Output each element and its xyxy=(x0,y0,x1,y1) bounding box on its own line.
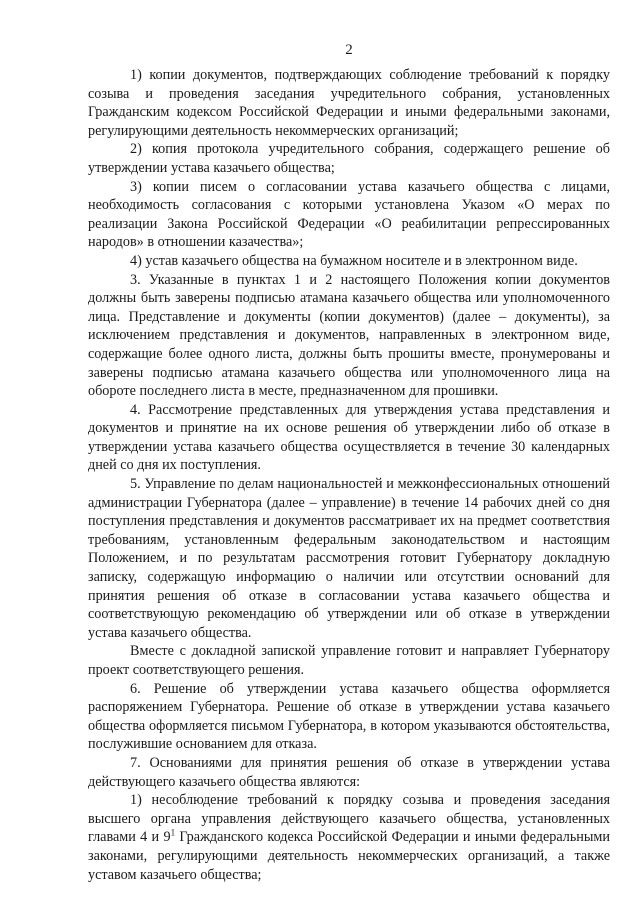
document-page xyxy=(88,40,610,884)
paragraph-section-5: 5. Управление по делам национальностей и межконфессиональных отношений администрации Губернатора (далее – управление) в течение 14 рабочих дней со дня поступления представления и документов рассматривает их на предмет соответствия требованиям, установленным федеральным законодательством и настоящим Положением, и по результатам рассмотрения готовит Губернатору докладную записку, содержащую информацию о наличии или отсутствии оснований для принятия решения об отказе в согласовании устава казачьего общества и соответствующую рекомендацию об утверждении или об отказе в утверждении устава казачьего общества. xyxy=(88,476,610,641)
paragraph-text-start: 1) несоблюдение требований к порядку созыва и проведения заседания высшего органа управления действующего казачьего общества, установленных главами 4 и 9 xyxy=(88,792,610,846)
paragraph-section-6: 6. Решение об утверждении устава казачьего общества оформляется распоряжением Губернатора. Решение об отказе в утверждении устава казачьего общества оформляется письмом Губернатора, в котором указываются обстоятельства, послужившие основанием для отказа. xyxy=(88,680,610,753)
paragraph-section-3: 3. Указанные в пунктах 1 и 2 настоящего Положения копии документов должны быть заверены подписью атамана казачьего общества или уполномоченного лица. Представление и документы (копии документов) (далее – документы), за исключением представления и документов, направленных в электронном виде, содержащие более одного листа, должны быть прошиты вместе, пронумерованы и заверены подписью атамана казачьего общества или уполномоченного лица на обороте последнего листа в месте, предназначенном для прошивки. xyxy=(88,271,610,400)
paragraph-section-7-item-1 xyxy=(88,791,610,884)
paragraph-item-2-protocol: 2) копия протокола учредительного собрания, содержащего решение об утверждении устава казачьего общества; xyxy=(88,141,610,176)
page-number: 2 xyxy=(345,42,353,58)
paragraph-section-4: 4. Рассмотрение представленных для утверждения устава представления и документов и принятие на их основе решения об утверждении либо об отказе в утверждении устава казачьего общества осуществляется в течение 30 календарных дней со дня их поступления. xyxy=(88,401,610,474)
paragraph-text-end: Гражданского кодекса Российской Федерации и иными федеральными законами, регулирующими деятельность некоммерческих организаций, а также уставом казачьего общества; xyxy=(88,829,610,883)
paragraph-item-3-letters: 3) копии писем о согласовании устава казачьего общества с лицами, необходимость согласования с которыми установлена Указом «О мерах по реализации Закона Российской Федерации «О реабилитации репрессированных народов» в отношении казачества»; xyxy=(88,178,610,251)
paragraph-section-5-continuation: Вместе с докладной запиской управление готовит и направляет Губернатору проект соответствующего решения. xyxy=(88,643,610,678)
paragraph-section-7: 7. Основаниями для принятия решения об отказе в утверждении устава действующего казачьего общества являются: xyxy=(88,754,610,790)
superscript: 1 xyxy=(170,827,176,838)
paragraph-item-4-charter: 4) устав казачьего общества на бумажном носителе и в электронном виде. xyxy=(130,252,578,269)
paragraph-item-1-copies: 1) копии документов, подтверждающих соблюдение требований к порядку созыва и проведения заседания учредительного собрания, установленных Гражданским кодексом Российской Федерации и иными федеральными законами, регулирующими деятельность некоммерческих организаций; xyxy=(88,67,610,139)
